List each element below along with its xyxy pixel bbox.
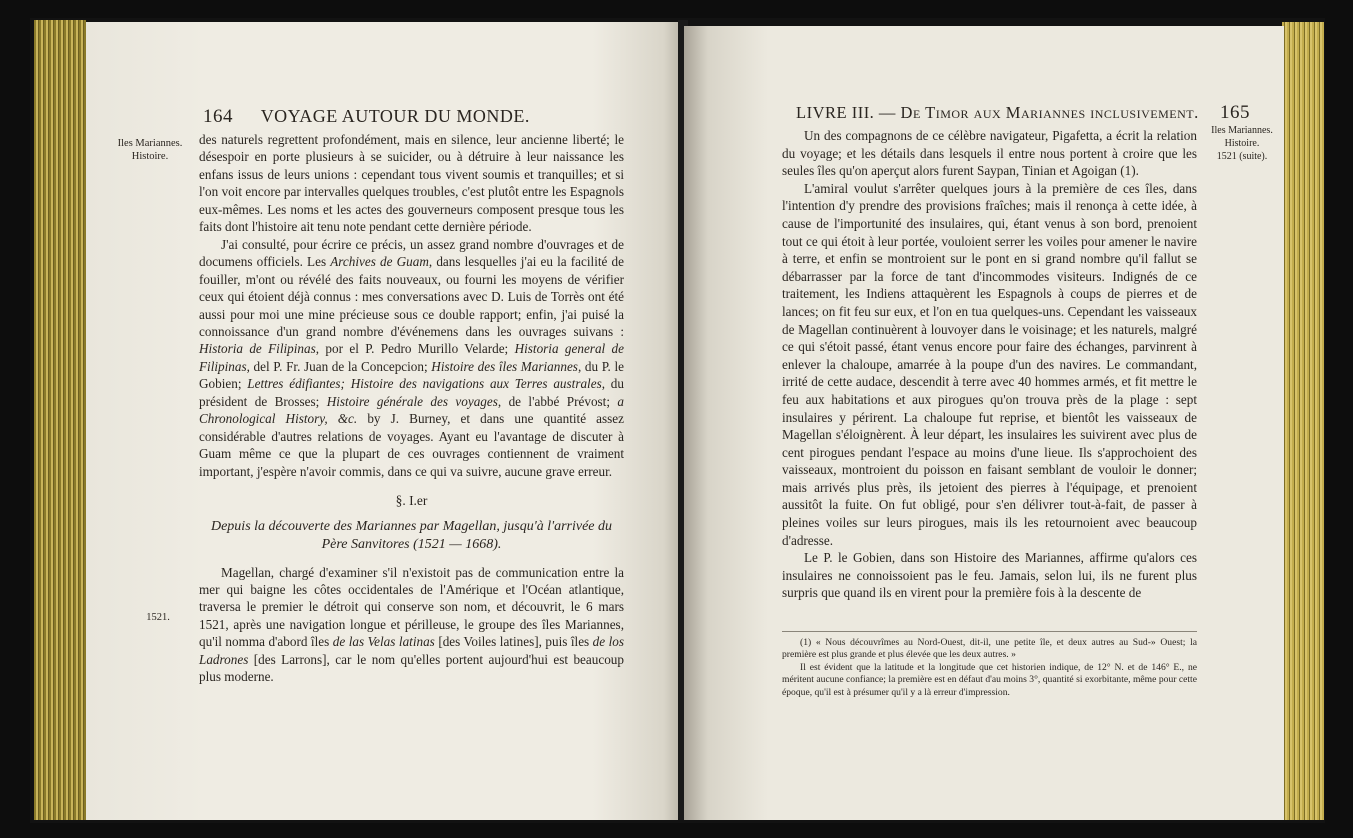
left-margin-year: 1521. (146, 612, 170, 623)
left-body (199, 131, 624, 686)
footnote: (1) « Nous découvrîmes au Nord-Ouest, dit-il, une petite île, et deux autres au Sud-» Ouest; la première est plus grande et plus élevée que les deux autres. » (782, 637, 1197, 661)
margin-note-line: Iles Mariannes. (1211, 125, 1273, 136)
right-body (782, 127, 1197, 602)
paragraph: Magellan, chargé d'examiner s'il n'existoit pas de communication entre la mer qui baigne les côtes occidentales de l'Amérique et l'Océan atlantique, traversa le premier le détroit qui conserve son nom, et découvrit, le 6 mars 1521, après une navigation longue et périlleuse, le groupe des îles Mariannes, qu'il nomma d'abord îles de las Velas latinas [des Voiles latines], puis îles de los Ladrones [des Larrons], car le nom qu'elles portent aujourd'hui est beaucoup plus moderne. (199, 564, 625, 685)
left-running-title: VOYAGE AUTOUR DU MONDE. (260, 106, 530, 126)
footnotes (782, 637, 1197, 699)
left-page-number: 164 (203, 106, 233, 127)
left-page (86, 22, 682, 820)
left-page-edges (34, 20, 86, 820)
section-title: Depuis la découverte des Mariannes par Magellan, jusqu'à l'arrivée du Père Sanvitores (1521 — 1668). (210, 518, 613, 552)
margin-note-line: Histoire. (131, 151, 169, 162)
left-margin-note (110, 137, 190, 163)
paragraph: Un des compagnons de ce célèbre navigateur, Pigafetta, a écrit la relation du voyage; et les détails dans lesquels il entre nous portent à croire que les seules îles qu'on aperçut alors furent Saypan, Tinian et Agoigan (1). (782, 128, 1197, 179)
footnote-rule (782, 631, 1197, 632)
paragraph: Le P. le Gobien, dans son Histoire des Mariannes, affirme qu'alors ces insulaires ne connoissoient pas le feu. Jamais, selon lui, ils ne furent plus surpris que quand ils en virent pour la première fois à la descente de (782, 550, 1197, 601)
margin-note-line: 1521 (suite). (1216, 151, 1268, 162)
right-running-title: LIVRE III. — De Timor aux Mariannes inclusivement. (796, 103, 1199, 122)
right-page-edges (1282, 22, 1324, 820)
paragraph: des naturels regrettent profondément, mais en silence, leur ancienne liberté; le désespoir en porte plusieurs à se suicider, ou à détruire à leur naissance les enfans issus de leurs unions : cependant tous vivent soumis et tranquilles; et si l'on voit encore par intervalles quelques troubles, c'est plutôt entre les Espagnols eux-mêmes. Les noms et les actes des gouverneurs composent presque tous les faits dont l'histoire ait tenu note pendant cette dernière période. (199, 132, 624, 235)
right-margin-note (1204, 124, 1280, 163)
right-page (684, 26, 1284, 820)
margin-note-line: Histoire. (1224, 138, 1260, 149)
section-heading: §. I.er (395, 493, 428, 509)
margin-note-line: Iles Mariannes. (117, 138, 183, 149)
right-page-number: 165 (1219, 102, 1250, 123)
paragraph: J'ai consulté, pour écrire ce précis, un assez grand nombre d'ouvrages et de documens officiels. Les Archives de Guam, dans lesquelles j'ai eu la facilité de fouiller, m'ont ou révélé des faits nouveaux, ou fourni les moyens de vérifier ceux qui étoient déjà connus : mes conversations avec D. Luis de Torrès ont été aussi pour moi une mine précieuse sous ce double rapport; enfin, j'ai puisé la connoissance d'un grand nombre d'événemens dans les ouvrages suivans : Historia de Filipinas, por el P. Pedro Murillo Velarde; Historia general de Filipinas, del P. Fr. Juan de la Concepcion; Histoire des îles Mariannes, du P. le Gobien; Lettres édifiantes; Histoire des navigations aux Terres australes, du président de Brosses; Histoire générale des voyages, de l'abbé Prévost; a Chronological History, &c. by J. Burney, et dans une quantité assez considérable d'autres relations de voyages. Ayant eu l'avantage de discuter à Guam même ce que la plupart de ces ouvrages contiennent de vraiment important, j'espère n'avoir commis, dans ce qui va suivre, aucune grave erreur. (199, 236, 625, 479)
paragraph: L'amiral voulut s'arrêter quelques jours à la première de ces îles, dans l'intention d'y prendre des provisions fraîches; mais il renonça à cette idée, à cause de l'importunité des insulaires, qui, étant venus à son bord, prenoient tout ce qui étoit à leur portée, vouloient serrer les voiles pour amener le navire à terre, et enfin se montroient sur le pont en si grand nombre qu'il fallut se débarrasser par la force de tant d'incommodes visiteurs. Indignés de ce traitement, les Indiens attaquèrent les Espagnols à coups de pierres et de lances; on fit feu sur eux, et l'on en tua quelques-uns. Cependant les vaisseaux de Magellan continuèrent à louvoyer dans le voisinage; et les naturels, malgré ce qui s'étoit passé, étant venus encore pour faire des échanges, parvinrent à enlever la chaloupe, amarrée à la poupe d'un des navires. Le commandant, irrité de cette audace, descendit à terre avec 40 hommes armés, et fit mettre le feu aux habitations et aux pirogues qu'on trouva près de la plage : sept insulaires y périrent. La chaloupe fut reprise, et bientôt les vaisseaux de Magellan s'éloignèrent. À leur départ, les insulaires les suivirent avec plus de cent pirogues pendant l'espace au moins d'une lieue. Ils s'approchoient des vaisseaux, montroient du poisson en faisant semblant de vouloir le donner; mais arrivés plus près, ils jetoient des pierres à l'équipage, et prenoient aussitôt la fuite. On fut obligé, pour s'en délivrer tout-à-fait, de passer à pleines voiles sur leurs pirogues, mais ils les retournoient avec beaucoup d'adresse. (782, 180, 1197, 548)
right-running-head (796, 102, 1250, 124)
footnote: Il est évident que la latitude et la longitude que cet historien indique, de 12° N. et de 146° E., ne méritent aucune confiance; la première est en défaut d'au moins 3°, quantité si exorbitante, même pour cette époque, qu'il est à présumer qu'il y a là erreur d'impression. (782, 661, 1197, 698)
left-running-head (203, 106, 530, 128)
